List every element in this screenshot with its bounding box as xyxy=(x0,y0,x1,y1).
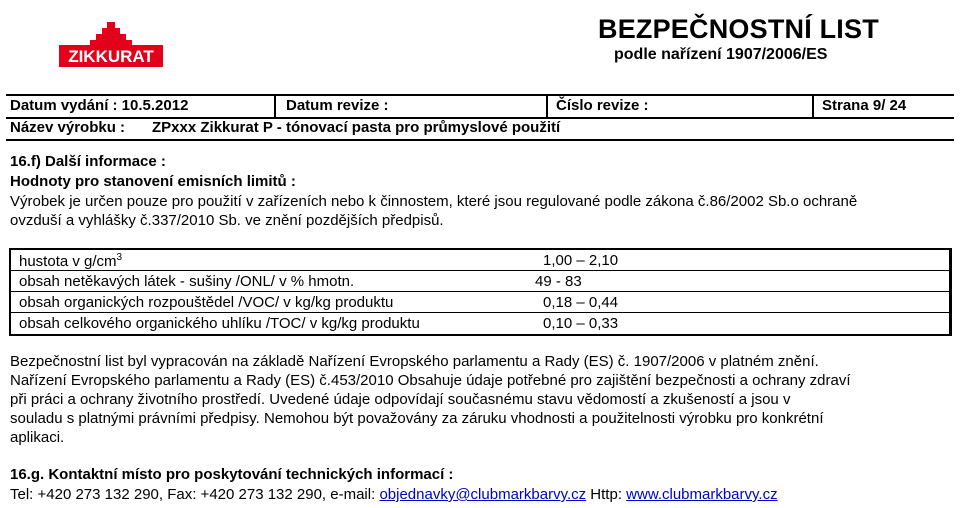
emission-table xyxy=(9,248,952,336)
table-cell-label: obsah organických rozpouštědel /VOC/ v kg/kg produktu xyxy=(19,294,394,311)
revision-date: Datum revize : xyxy=(286,97,389,114)
website-link[interactable]: www.clubmarkbarvy.cz xyxy=(626,486,778,503)
email-link[interactable]: objednavky@clubmarkbarvy.cz xyxy=(379,486,587,503)
contact-phone-fax: Tel: +420 273 132 290, Fax: +420 273 132 290, e-mail: xyxy=(10,486,380,503)
table-cell-label: obsah netěkavých látek - sušiny /ONL/ v % hmotn. xyxy=(19,273,355,290)
document-title: BEZPEČNOSTNÍ LIST xyxy=(598,14,879,44)
page-number: Strana 9/ 24 xyxy=(822,97,907,114)
note-text: při práci a ochrany životního prostředí. Uvedené údaje odpovídají současnému stavu vědomostí a zkušeností a jsou v xyxy=(10,391,791,408)
note-text: Bezpečnostní list byl vypracován na základě Nařízení Evropského parlamentu a Rady (ES) č. 1907/2006 v platném znění. xyxy=(10,353,819,370)
section-16f-text: Výrobek je určen pouze pro použití v zařízeních nebo k činnostem, které jsou regulované podle zákona č.86/2002 Sb.o ochraně xyxy=(10,193,858,210)
table-row xyxy=(11,250,949,271)
table-cell-value: 1,00 – 2,10 xyxy=(543,252,619,269)
issue-date: Datum vydání : 10.5.2012 xyxy=(10,97,189,114)
note-text: Nařízení Evropského parlamentu a Rady (ES) č.453/2010 Obsahuje údaje potřebné pro zajištění bezpečnosti a ochrany zdraví xyxy=(10,372,851,389)
svg-text:ZIKKURAT: ZIKKURAT xyxy=(68,47,154,66)
table-cell-label: obsah celkového organického uhlíku /TOC/ v kg/kg produktu xyxy=(19,315,420,332)
table-cell-value: 49 - 83 xyxy=(535,273,582,290)
table-row xyxy=(11,313,949,334)
header-separator xyxy=(812,96,814,117)
product-name: ZPxxx Zikkurat P - tónovací pasta pro průmyslové použití xyxy=(152,119,561,136)
header-separator xyxy=(274,96,276,117)
section-16f-text: ovzduší a vyhlášky č.337/2010 Sb. ve znění pozdějších předpisů. xyxy=(10,212,444,229)
table-row xyxy=(11,292,949,313)
zikkurat-logo xyxy=(58,20,164,68)
header-bottom-line xyxy=(6,139,954,141)
table-cell-label: hustota v $g/cm^3$ xyxy=(19,252,123,270)
table-row xyxy=(11,271,949,292)
section-16g-heading: 16.g. Kontaktní místo pro poskytování technických informací : xyxy=(10,466,454,483)
http-label: Http: xyxy=(586,486,627,503)
table-cell-value: 0,10 – 0,33 xyxy=(543,315,619,332)
header-separator xyxy=(546,96,548,117)
table-cell-value: 0,18 – 0,44 xyxy=(543,294,619,311)
section-16f-heading: 16.f) Další informace : xyxy=(10,153,166,170)
revision-number: Číslo revize : xyxy=(556,97,649,114)
product-label: Název výrobku : xyxy=(10,119,126,136)
contact-line xyxy=(10,486,778,503)
note-text: aplikaci. xyxy=(10,429,65,446)
document-subtitle: podle nařízení 1907/2006/ES xyxy=(614,46,828,63)
note-text: souladu s platnými právními předpisy. Nemohou být považovány za záruku vhodnosti a použitelnosti výrobku pro konkrétní xyxy=(10,410,824,427)
section-16f-subheading: Hodnoty pro stanovení emisních limitů : xyxy=(10,173,296,190)
